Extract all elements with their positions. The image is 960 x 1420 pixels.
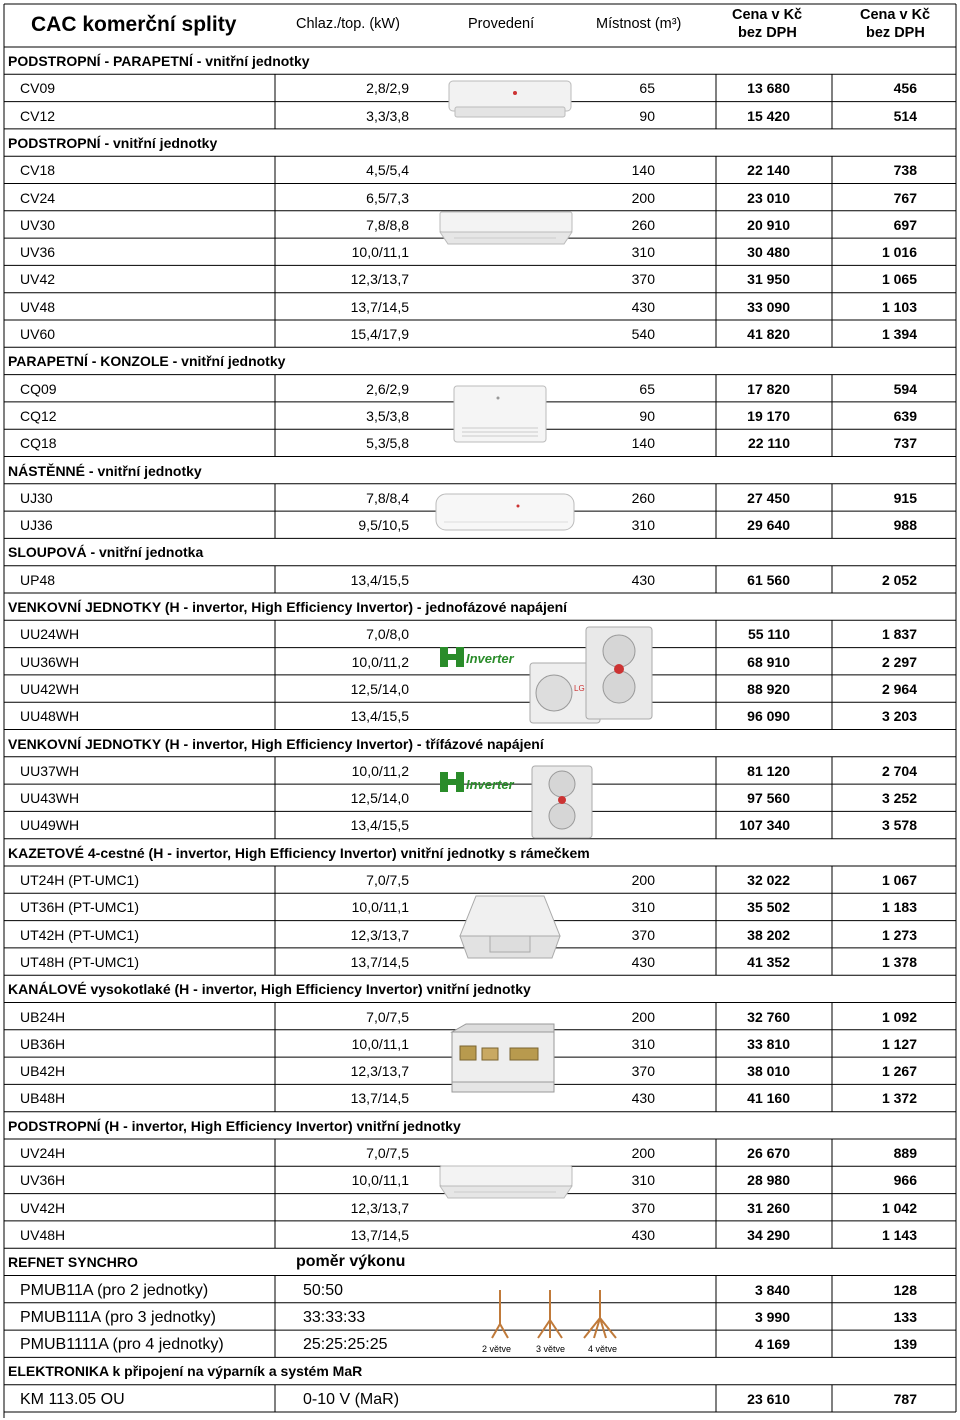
row-model: UU49WH — [20, 817, 80, 834]
row-price-czk: 26 670 — [747, 1145, 790, 1161]
row-model: CQ12 — [20, 407, 57, 424]
row-model: UJ30 — [20, 489, 53, 506]
row-price-czk: 31 260 — [747, 1199, 790, 1216]
row-price-eur: 787 — [893, 1390, 917, 1407]
row-price-eur: 1 065 — [881, 271, 917, 288]
row-model: UU36WH — [20, 653, 80, 670]
row-performance: 7,0/7,5 — [366, 1008, 409, 1025]
row-model: UV30 — [20, 216, 56, 233]
col-room-header: Místnost (m³) — [596, 16, 682, 32]
row-performance: 10,0/11,1 — [351, 1035, 409, 1052]
row-room: 430 — [631, 1226, 655, 1243]
outdoor-unit-3ph-image — [436, 762, 596, 842]
row-room: 260 — [631, 216, 655, 233]
row-performance: 10,0/11,1 — [351, 1172, 409, 1189]
row-room: 90 — [639, 407, 655, 424]
row-price-czk: 96 090 — [747, 708, 790, 725]
row-price-eur: 2 052 — [881, 571, 917, 588]
row-model: CV18 — [20, 162, 56, 179]
row-price-eur: 767 — [893, 189, 917, 206]
row-model: UB48H — [20, 1090, 66, 1107]
row-price-czk: 31 950 — [747, 271, 790, 288]
row-model: CV24 — [20, 189, 56, 206]
row-price-czk: 41 820 — [747, 326, 790, 342]
row-performance: 10,0/11,1 — [351, 899, 409, 916]
row-price-czk: 20 910 — [747, 216, 790, 233]
row-model: UT42H (PT-UMC1) — [20, 926, 140, 943]
row-price-eur: 1 372 — [881, 1090, 917, 1107]
row-performance: 13,7/14,5 — [350, 1226, 409, 1243]
row-price-czk: 34 290 — [747, 1226, 790, 1243]
row-performance: 2,6/2,9 — [366, 380, 409, 397]
row-price-eur: 639 — [893, 407, 917, 424]
row-room: 370 — [631, 1063, 655, 1080]
row-price-eur: 1 267 — [881, 1063, 917, 1080]
row-price-czk: 33 810 — [747, 1035, 790, 1052]
row-performance: 13,7/14,5 — [350, 953, 409, 970]
row-performance: 13,4/15,5 — [350, 571, 409, 588]
section-title: VENKOVNÍ JEDNOTKY (H - invertor, High Efficiency Invertor) - jednofázové napájení — [8, 599, 568, 615]
row-price-czk: 23 010 — [747, 189, 790, 206]
row-price-eur: 915 — [893, 489, 917, 506]
row-performance: 5,3/5,8 — [366, 435, 409, 452]
row-room: 370 — [631, 1199, 655, 1216]
section-title: REFNET SYNCHRO — [8, 1254, 138, 1271]
row-room: 310 — [631, 1035, 655, 1052]
row-price-eur: 1 273 — [881, 926, 917, 943]
row-price-czk: 97 560 — [747, 790, 790, 807]
console-unit-image — [450, 382, 550, 446]
row-price-eur: 966 — [893, 1172, 917, 1189]
row-model: UV42H — [20, 1199, 66, 1216]
row-room: 200 — [631, 872, 655, 888]
row-room: 310 — [631, 517, 655, 534]
col-price-czk-header-line2: bez DPH — [738, 25, 797, 41]
row-performance: 13,7/14,5 — [350, 298, 409, 315]
section-title: KAZETOVÉ 4-cestné (H - invertor, High Efficiency Invertor) vnitřní jednotky s rámečkem — [8, 844, 590, 861]
row-price-czk: 33 090 — [747, 298, 790, 315]
row-price-czk: 4 169 — [754, 1336, 790, 1353]
refnet-label-3: 3 větve — [536, 1344, 566, 1354]
row-model: UP48 — [20, 571, 56, 588]
row-room: 200 — [631, 189, 655, 206]
row-model: CV12 — [20, 107, 56, 124]
row-model: UB24H — [20, 1008, 66, 1025]
section-title: PODSTROPNÍ - PARAPETNÍ - vnitřní jednotky — [8, 53, 310, 69]
row-price-eur: 889 — [893, 1145, 917, 1161]
ceiling-unit-image-3 — [436, 1160, 576, 1204]
row-price-eur: 594 — [893, 380, 917, 397]
row-performance: 7,8/8,8 — [366, 216, 409, 233]
row-performance: 10,0/11,1 — [351, 244, 409, 261]
row-price-czk: 68 910 — [747, 653, 790, 670]
row-price-eur: 1 092 — [881, 1008, 917, 1025]
row-performance: 25:25:25:25 — [303, 1336, 388, 1354]
row-model: UV42 — [20, 271, 56, 288]
inverter-logo — [440, 647, 515, 667]
row-price-czk: 88 920 — [747, 680, 790, 697]
row-price-eur: 3 203 — [881, 708, 917, 725]
row-price-czk: 61 560 — [747, 571, 790, 588]
row-price-eur: 2 964 — [881, 680, 917, 697]
row-performance: 7,8/8,4 — [366, 489, 409, 506]
row-price-eur: 133 — [893, 1308, 917, 1325]
row-room: 310 — [631, 244, 655, 261]
row-model: UV48H — [20, 1226, 66, 1243]
section-title: PODSTROPNÍ (H - invertor, High Efficiency Invertor) vnitřní jednotky — [8, 1117, 461, 1134]
row-price-eur: 738 — [893, 162, 917, 179]
row-performance: 50:50 — [303, 1281, 344, 1299]
row-price-czk: 22 110 — [747, 435, 790, 452]
row-model: UV48 — [20, 298, 56, 315]
section-title: SLOUPOVÁ - vnitřní jednotka — [8, 544, 204, 561]
row-model: CQ09 — [20, 380, 57, 397]
row-price-czk: 3 990 — [754, 1308, 790, 1325]
cassette-unit-image — [456, 886, 564, 966]
row-price-czk: 30 480 — [747, 244, 790, 261]
refnet-image — [478, 1284, 638, 1358]
section-subtitle: poměr výkonu — [296, 1253, 406, 1271]
section-title: PARAPETNÍ - KONZOLE - vnitřní jednotky — [8, 353, 286, 370]
wall-unit-image — [432, 488, 578, 536]
section-title: VENKOVNÍ JEDNOTKY (H - invertor, High Efficiency Invertor) - třífázové napájení — [8, 735, 544, 752]
row-room: 370 — [631, 271, 655, 288]
row-model: PMUB11A (pro 2 jednotky) — [20, 1281, 209, 1299]
row-model: KM 113.05 OU — [20, 1390, 125, 1408]
row-room: 430 — [631, 571, 655, 588]
page-title: CAC komerční splity — [31, 13, 237, 36]
row-performance: 3,3/3,8 — [366, 107, 409, 124]
row-performance: 13,7/14,5 — [350, 1090, 409, 1107]
row-performance: 7,0/8,0 — [366, 626, 409, 643]
outdoor-units-image — [436, 623, 656, 727]
row-price-eur: 3 252 — [881, 790, 917, 807]
row-room: 65 — [639, 380, 655, 397]
row-price-czk: 38 202 — [747, 926, 790, 943]
row-price-czk: 55 110 — [747, 626, 790, 643]
row-performance: 10,0/11,2 — [351, 653, 409, 670]
row-price-czk: 81 120 — [747, 762, 790, 779]
col-price-eur-header-line1: Cena v Kč — [860, 7, 931, 23]
row-performance: 7,0/7,5 — [366, 1145, 409, 1161]
row-price-czk: 15 420 — [747, 107, 790, 124]
row-model: UU43WH — [20, 790, 80, 807]
row-price-eur: 1 378 — [881, 953, 917, 970]
row-model: UU48WH — [20, 708, 80, 725]
row-room: 430 — [631, 1090, 655, 1107]
row-room: 65 — [639, 80, 655, 97]
row-model: PMUB111A (pro 3 jednotky) — [20, 1308, 216, 1326]
row-performance: 33:33:33 — [303, 1308, 366, 1326]
ceiling-unit-image — [447, 73, 575, 125]
row-price-czk: 38 010 — [747, 1063, 790, 1080]
row-price-czk: 17 820 — [747, 380, 790, 397]
row-room: 310 — [631, 1172, 655, 1189]
row-price-czk: 107 340 — [739, 817, 790, 834]
row-room: 140 — [631, 162, 655, 179]
row-performance: 12,3/13,7 — [350, 1063, 409, 1080]
row-price-eur: 456 — [893, 80, 917, 97]
row-price-czk: 32 760 — [747, 1008, 790, 1025]
col-design-header: Provedení — [468, 16, 535, 32]
row-model: UU37WH — [20, 762, 80, 779]
row-price-czk: 3 840 — [754, 1281, 790, 1298]
row-price-eur: 1 016 — [881, 244, 917, 261]
col-price-eur-header-line2: bez DPH — [866, 25, 925, 41]
row-model: UT36H (PT-UMC1) — [20, 899, 140, 916]
row-model: UU24WH — [20, 626, 80, 643]
row-price-czk: 29 640 — [747, 517, 790, 534]
row-room: 200 — [631, 1145, 655, 1161]
brand-mark-1: LG — [574, 684, 585, 693]
row-price-czk: 41 160 — [747, 1090, 790, 1107]
row-performance: 12,3/13,7 — [350, 1199, 409, 1216]
col-performance-header: Chlaz./top. (kW) — [296, 16, 400, 32]
row-price-czk: 27 450 — [747, 489, 790, 506]
row-model: UJ36 — [20, 517, 53, 534]
row-price-eur: 514 — [893, 107, 917, 124]
row-performance: 10,0/11,2 — [351, 762, 409, 779]
row-model: UB36H — [20, 1035, 66, 1052]
row-performance: 3,5/3,8 — [366, 407, 409, 424]
refnet-label-2: 2 větve — [482, 1344, 512, 1354]
row-price-czk: 35 502 — [747, 899, 790, 916]
row-performance: 12,5/14,0 — [350, 680, 409, 697]
row-price-eur: 2 297 — [881, 653, 917, 670]
row-room: 430 — [631, 953, 655, 970]
row-model: UU42WH — [20, 680, 80, 697]
row-price-czk: 22 140 — [747, 162, 790, 179]
row-model: CV09 — [20, 80, 56, 97]
row-price-czk: 19 170 — [747, 407, 790, 424]
refnet-label-4: 4 větve — [588, 1344, 618, 1354]
row-performance: 9,5/10,5 — [358, 517, 409, 534]
row-price-eur: 1 067 — [881, 872, 917, 888]
inverter-logo-text-3ph: Inverter — [466, 777, 514, 792]
row-performance: 0-10 V (MaR) — [303, 1390, 400, 1408]
row-price-eur: 1 837 — [881, 626, 917, 643]
row-price-eur: 1 143 — [881, 1226, 917, 1243]
row-price-eur: 988 — [893, 517, 917, 534]
row-room: 90 — [639, 107, 655, 124]
ceiling-unit-image-2 — [436, 206, 576, 250]
row-price-czk: 23 610 — [747, 1390, 790, 1407]
row-room: 200 — [631, 1008, 655, 1025]
row-model: UV24H — [20, 1145, 66, 1161]
row-price-czk: 41 352 — [747, 953, 790, 970]
row-room: 540 — [631, 326, 655, 342]
row-model: UT48H (PT-UMC1) — [20, 953, 140, 970]
row-room: 140 — [631, 435, 655, 452]
row-price-eur: 1 103 — [881, 298, 917, 315]
row-performance: 2,8/2,9 — [366, 80, 409, 97]
section-title: NÁSTĚNNÉ - vnitřní jednotky — [8, 462, 202, 479]
row-performance: 12,3/13,7 — [350, 926, 409, 943]
row-performance: 13,4/15,5 — [350, 708, 409, 725]
section-title: ELEKTRONIKA k připojení na výparník a systém MaR — [8, 1363, 363, 1380]
row-price-eur: 3 578 — [881, 817, 917, 834]
row-price-czk: 28 980 — [747, 1172, 790, 1189]
row-price-eur: 1 042 — [881, 1199, 917, 1216]
section-title: PODSTROPNÍ - vnitřní jednotky — [8, 134, 218, 151]
row-performance: 7,0/7,5 — [366, 872, 409, 888]
row-performance: 6,5/7,3 — [366, 189, 409, 206]
row-price-eur: 2 704 — [881, 762, 917, 779]
row-room: 260 — [631, 489, 655, 506]
row-price-czk: 13 680 — [747, 80, 790, 97]
row-room: 430 — [631, 298, 655, 315]
row-performance: 12,5/14,0 — [350, 790, 409, 807]
row-price-eur: 1 183 — [881, 899, 917, 916]
inverter-logo-3ph — [440, 772, 515, 792]
row-price-eur: 1 394 — [881, 326, 917, 342]
row-price-eur: 1 127 — [881, 1035, 917, 1052]
section-title: KANÁLOVÉ vysokotlaké (H - invertor, High Efficiency Invertor) vnitřní jednotky — [8, 981, 531, 998]
row-model: UV60 — [20, 326, 56, 342]
row-model: UT24H (PT-UMC1) — [20, 872, 140, 888]
row-model: CQ18 — [20, 435, 57, 452]
duct-unit-image — [448, 1022, 558, 1098]
row-price-czk: 32 022 — [747, 872, 790, 888]
row-model: UB42H — [20, 1063, 66, 1080]
row-performance: 12,3/13,7 — [350, 271, 409, 288]
row-price-eur: 139 — [893, 1336, 917, 1353]
row-model: UV36 — [20, 244, 56, 261]
row-room: 370 — [631, 926, 655, 943]
row-room: 310 — [631, 899, 655, 916]
row-model: PMUB1111A (pro 4 jednotky) — [20, 1336, 224, 1354]
col-price-czk-header-line1: Cena v Kč — [732, 7, 803, 23]
inverter-logo-text: Inverter — [466, 651, 514, 666]
row-performance: 13,4/15,5 — [350, 817, 409, 834]
row-performance: 15,4/17,9 — [350, 326, 409, 342]
row-model: UV36H — [20, 1172, 66, 1189]
row-price-eur: 697 — [893, 216, 917, 233]
row-performance: 4,5/5,4 — [366, 162, 409, 179]
row-price-eur: 737 — [893, 435, 917, 452]
row-price-eur: 128 — [893, 1281, 917, 1298]
